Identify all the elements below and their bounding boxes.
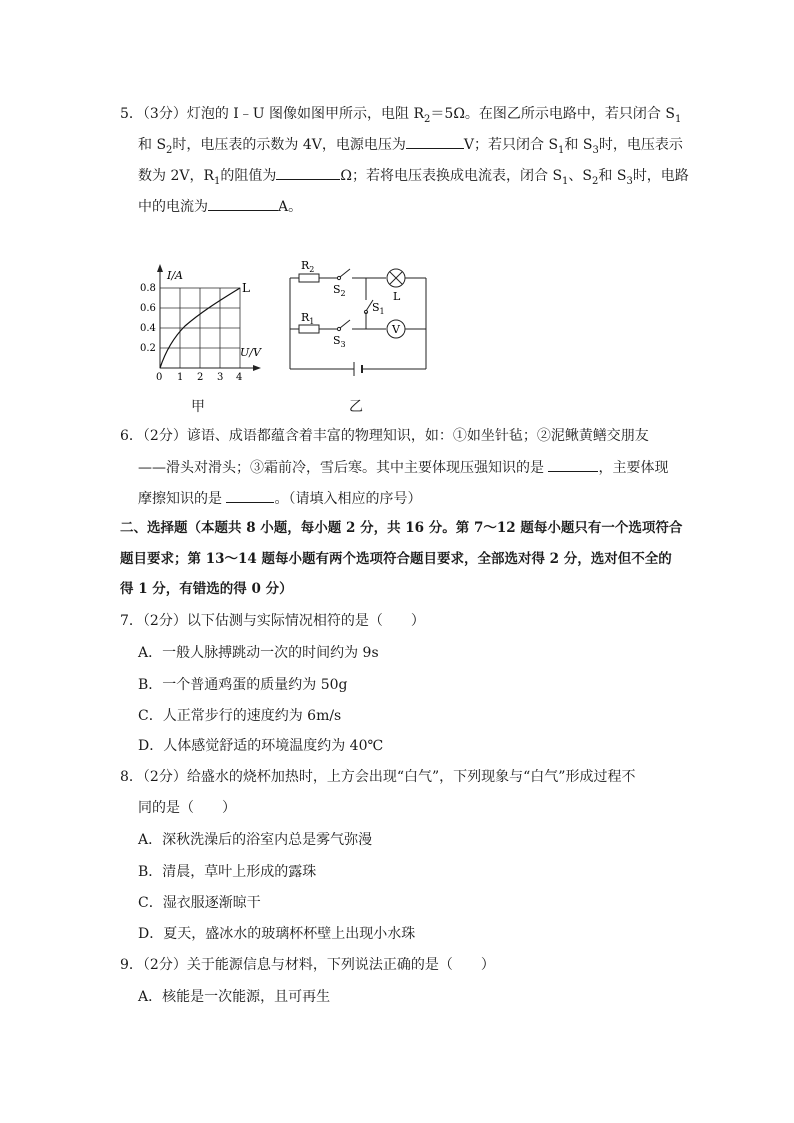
circuit-diagram xyxy=(280,252,440,382)
q8-stem: 8．（2分）给盛水的烧杯加热时，上方会出现“白气”，下列现象与“白气”形成过程不 xyxy=(120,769,636,785)
q8-option-b[interactable]: B．清晨，草叶上形成的露珠 xyxy=(138,864,317,880)
label-r2: $R_2$ xyxy=(301,259,315,274)
q8-option-a[interactable]: A．深秋洗澡后的浴室内总是雾气弥漫 xyxy=(138,832,373,848)
q7-option-d[interactable]: D．人体感觉舒适的环境温度约为 40℃ xyxy=(138,738,384,754)
y-tick: 0.2 xyxy=(140,343,156,354)
q5-line3: 数为 2V，$R_1$的阻值为 Ω；若将电压表换成电流表，闭合 $S_1$、$S_2$和 $S_3$时，电路 xyxy=(138,165,689,192)
answer-blank[interactable] xyxy=(208,196,278,211)
y-tick: 0.4 xyxy=(140,323,156,334)
x-axis-label: U/V xyxy=(240,346,261,359)
q8-option-c[interactable]: C．湿衣服逐渐晾干 xyxy=(138,895,261,911)
section-heading-cont: 得 1 分，有错选的得 0 分） xyxy=(120,581,293,597)
q5-line1: 5．（3分）灯泡的 I﹣U 图像如图甲所示，电阻 $R_2=5\Omega$。在图乙所示电路中，若只闭合 $S_1$ xyxy=(120,106,682,125)
q8-stem-cont: 同的是（ ） xyxy=(138,800,236,816)
label-lamp: L xyxy=(393,290,401,303)
q7-option-a[interactable]: A．一般人脉搏跳动一次的时间约为 9s xyxy=(138,645,379,661)
q6-line1: 6．（2分）谚语、成语都蕴含着丰富的物理知识，如：①如坐针毡；②泥鳅黄鳝交朋友 xyxy=(120,428,649,444)
q7-option-c[interactable]: C．人正常步行的速度约为 6m/s xyxy=(138,708,342,724)
q5-line4: 中的电流为 A。 xyxy=(138,196,302,217)
section-heading: 二、选择题（本题共 8 小题，每小题 2 分，共 16 分。第 7～12 题每小题只有一个选项符合 xyxy=(120,520,683,536)
y-axis-arrow xyxy=(157,264,163,272)
x-tick: 4 xyxy=(236,372,243,383)
curve-label: L xyxy=(242,281,250,295)
figure-caption-yi: 乙 xyxy=(349,399,363,415)
y-axis-label: I/A xyxy=(167,269,183,282)
q5-line2: 和 $S_2$时，电压表的示数为 4V，电源电压为 V；若只闭合 $S_1$和 $S_3$时，电压表示 xyxy=(138,134,683,161)
q9-option-a[interactable]: A．核能是一次能源，且可再生 xyxy=(138,989,331,1005)
x-tick: 0 xyxy=(156,372,163,383)
y-tick: 0.8 xyxy=(140,283,156,294)
q7-stem: 7．（2分）以下估测与实际情况相符的是（ ） xyxy=(120,613,425,629)
x-tick: 1 xyxy=(177,372,184,383)
label-voltmeter: V xyxy=(392,323,400,336)
resistor-r2 xyxy=(299,274,319,282)
answer-blank[interactable] xyxy=(226,488,274,503)
x-tick: 3 xyxy=(217,372,224,383)
switch-s2 xyxy=(340,269,350,277)
label-s1: $S_1$ xyxy=(372,301,385,316)
section-heading-cont: 题目要求；第 13～14 题每小题有两个选项符合题目要求，全部选对得 2 分，选对但不全的 xyxy=(120,551,672,567)
q6-line3: 摩擦知识的是 。（请填入相应的序号） xyxy=(138,488,421,509)
x-tick: 2 xyxy=(197,372,204,383)
label-r1: $R_1$ xyxy=(301,311,315,326)
switch-s3 xyxy=(340,320,350,328)
y-tick: 0.6 xyxy=(140,303,156,314)
label-s3: $S_3$ xyxy=(333,334,346,349)
q8-option-d[interactable]: D．夏天，盛冰水的玻璃杯杯壁上出现小水珠 xyxy=(138,926,416,942)
q6-line2: ——滑头对滑头；③霜前冷，雪后寒。其中主要体现压强知识的是 ，主要体现 xyxy=(138,457,668,478)
q9-stem: 9．（2分）关于能源信息与材料，下列说法正确的是（ ） xyxy=(120,957,495,973)
graph-grid xyxy=(160,288,240,368)
answer-blank[interactable] xyxy=(548,457,598,472)
x-axis-arrow xyxy=(253,365,261,371)
label-s2: $S_2$ xyxy=(333,283,346,298)
answer-blank[interactable] xyxy=(406,134,464,149)
answer-blank[interactable] xyxy=(276,165,340,180)
figure-caption-jia: 甲 xyxy=(191,399,205,415)
iu-graph xyxy=(135,258,270,383)
q7-option-b[interactable]: B．一个普通鸡蛋的质量约为 50g xyxy=(138,677,348,693)
resistor-r1 xyxy=(299,325,319,333)
